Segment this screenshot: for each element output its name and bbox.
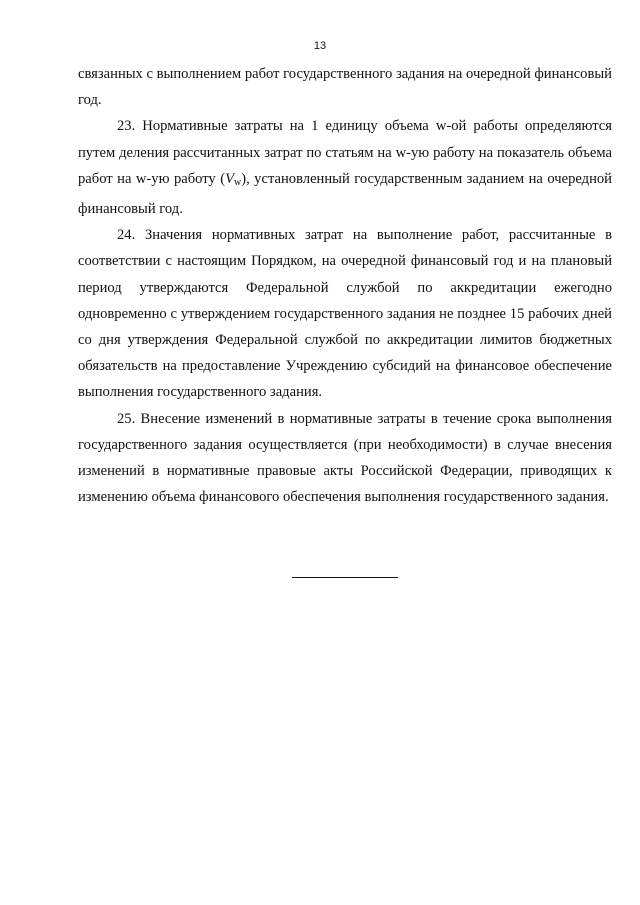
end-separator-line [292,577,398,578]
paragraph-23-text-before: 23. Нормативные затраты на 1 единицу объема w-ой работы определяются путем деления рассчитанных затрат по статьям на w-ую работу на показатель объема работ на w-ую работу ( [78,118,612,187]
volume-variable-subscript: w [233,176,242,188]
paragraph-25: 25. Внесение изменений в нормативные затраты в течение срока выполнения государственного задания осуществляется (при необходимости) в случае внесения изменений в нормативные правовые акты Российской Федерации, приводящих к изменению объема финансового обеспечения выполнения государственного задания. [78,410,612,506]
paragraph-continuation: связанных с выполнением работ государственного задания на очередной финансовый год. [78,66,612,109]
volume-variable: V [225,170,234,187]
document-body [78,61,612,510]
paragraph-23-text-after: ), установленный государственным заданием на очередной финансовый год. [78,170,612,218]
page-number: 13 [313,40,327,52]
paragraph-23 [78,113,612,222]
paragraph-24: 24. Значения нормативных затрат на выполнение работ, рассчитанные в соответствии с настоящим Порядком, на очередной финансовый год и на плановый период утверждаются Федеральной службой по аккредитации ежегодно одновременно с утверждением государственного задания не позднее 15 рабочих дней со дня утверждения Федеральной службой по аккредитации лимитов бюджетных обязательств на предоставление Учреждению субсидий на финансовое обеспечение выполнения государственного задания. [78,227,612,401]
